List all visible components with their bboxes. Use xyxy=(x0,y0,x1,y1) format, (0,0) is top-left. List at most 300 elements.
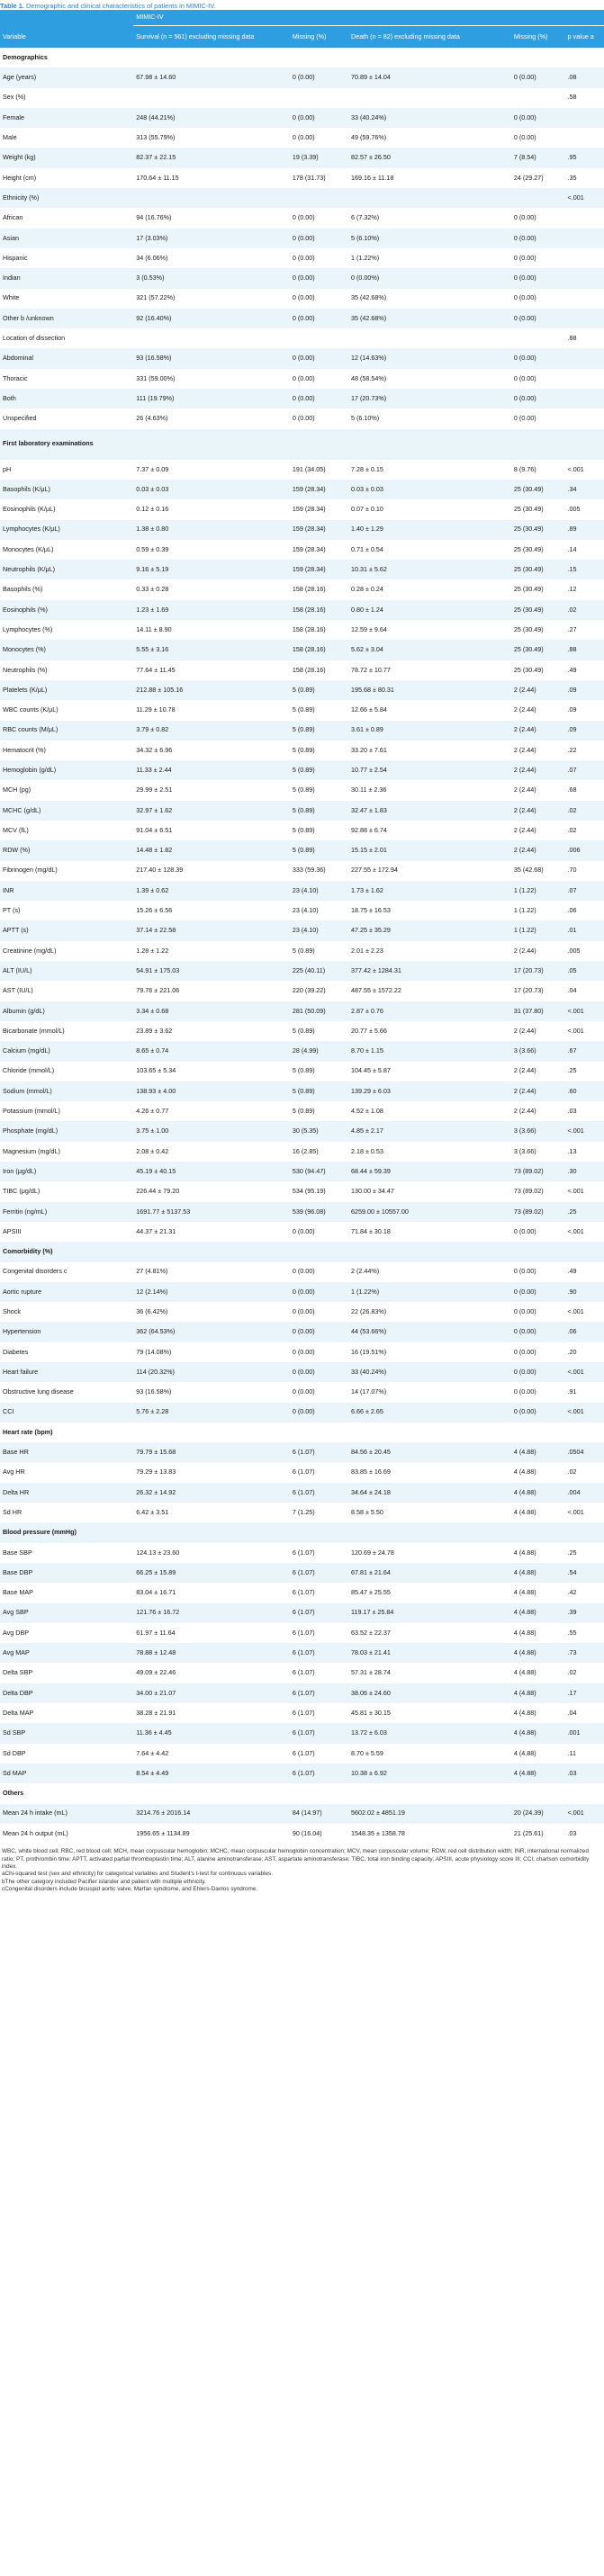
p-value xyxy=(565,229,604,248)
survival-value: 111 (19.79%) xyxy=(133,389,290,408)
survival-value: 32.97 ± 1.62 xyxy=(133,801,290,821)
header-col-pvalue: p value a xyxy=(565,26,604,49)
survival-value: 54.91 ± 175.03 xyxy=(133,961,290,981)
survival-value: 226.44 ± 79.20 xyxy=(133,1181,290,1201)
death-missing: 0 (0.00) xyxy=(511,1382,565,1402)
death-value: 35 (42.68%) xyxy=(348,309,511,328)
p-value: .06 xyxy=(565,1322,604,1342)
survival-value: 79 (14.08%) xyxy=(133,1342,290,1362)
death-value: 20.77 ± 5.66 xyxy=(348,1021,511,1041)
survival-value: 45.19 ± 40.15 xyxy=(133,1162,290,1181)
survival-missing: 6 (1.07) xyxy=(290,1703,348,1723)
header-col-death: Death (n = 82) excluding missing data xyxy=(348,26,511,49)
death-missing: 4 (4.88) xyxy=(511,1583,565,1602)
row-label: Delta SBP xyxy=(0,1663,133,1683)
row-label: Creatinine (mg/dL) xyxy=(0,941,133,961)
row-label: Avg DBP xyxy=(0,1623,133,1643)
row-label: Albumin (g/dL) xyxy=(0,1001,133,1021)
survival-missing: 6 (1.07) xyxy=(290,1744,348,1764)
row-label: Abdominal xyxy=(0,348,133,368)
survival-value: 49.09 ± 22.46 xyxy=(133,1663,290,1683)
survival-missing xyxy=(290,88,348,108)
survival-missing: 5 (0.89) xyxy=(290,821,348,840)
table-row xyxy=(0,1483,604,1503)
death-value: 0.80 ± 1.24 xyxy=(348,600,511,620)
survival-value: 34.00 ± 21.07 xyxy=(133,1683,290,1703)
row-label: Base DBP xyxy=(0,1563,133,1583)
death-value: 22 (26.83%) xyxy=(348,1302,511,1322)
table-row xyxy=(0,640,604,660)
p-value: .49 xyxy=(565,660,604,680)
survival-value: 170.64 ± 11.15 xyxy=(133,168,290,188)
death-missing: 0 (0.00) xyxy=(511,248,565,268)
row-label: Diabetes xyxy=(0,1342,133,1362)
death-missing: 0 (0.00) xyxy=(511,408,565,428)
table-row xyxy=(0,579,604,599)
row-label: Potassium (mmol/L) xyxy=(0,1101,133,1121)
survival-value: 362 (64.53%) xyxy=(133,1322,290,1342)
row-label: RBC counts (M/μL) xyxy=(0,721,133,740)
section-header-row xyxy=(0,1522,604,1542)
p-value: .07 xyxy=(565,760,604,780)
death-missing: 0 (0.00) xyxy=(511,1222,565,1242)
death-missing: 24 (29.27) xyxy=(511,168,565,188)
survival-value: 67.98 ± 14.60 xyxy=(133,67,290,87)
row-label: Sd HR xyxy=(0,1503,133,1522)
row-label: TIBC (μg/dL) xyxy=(0,1181,133,1201)
row-label: Aortic rupture xyxy=(0,1282,133,1302)
survival-value: 91.04 ± 6.51 xyxy=(133,821,290,840)
survival-missing: 0 (0.00) xyxy=(290,268,348,288)
survival-value xyxy=(133,1783,290,1803)
death-value: 195.68 ± 80.31 xyxy=(348,680,511,700)
survival-value: 94 (16.76%) xyxy=(133,208,290,228)
death-missing: 4 (4.88) xyxy=(511,1483,565,1503)
table-row xyxy=(0,148,604,167)
table-row xyxy=(0,309,604,328)
death-missing: 3 (3.66) xyxy=(511,1121,565,1141)
death-missing: 0 (0.00) xyxy=(511,268,565,288)
death-missing: 0 (0.00) xyxy=(511,108,565,128)
death-value: 0.03 ± 0.03 xyxy=(348,480,511,499)
death-missing: 0 (0.00) xyxy=(511,229,565,248)
death-missing: 3 (3.66) xyxy=(511,1041,565,1061)
survival-value: 3.34 ± 0.68 xyxy=(133,1001,290,1021)
table-row xyxy=(0,801,604,821)
p-value xyxy=(565,1423,604,1442)
survival-missing: 7 (1.25) xyxy=(290,1503,348,1522)
row-label: Thoracic xyxy=(0,369,133,389)
table-row xyxy=(0,460,604,480)
survival-value: 3.79 ± 0.82 xyxy=(133,721,290,740)
death-value: 1.40 ± 1.29 xyxy=(348,520,511,540)
survival-value: 103.65 ± 5.34 xyxy=(133,1062,290,1082)
survival-value: 17 (3.03%) xyxy=(133,229,290,248)
row-label: African xyxy=(0,208,133,228)
survival-value: 27 (4.81%) xyxy=(133,1262,290,1282)
p-value: .12 xyxy=(565,579,604,599)
survival-value: 5.55 ± 3.16 xyxy=(133,640,290,660)
p-value: <.001 xyxy=(565,1021,604,1041)
death-value: 6 (7.32%) xyxy=(348,208,511,228)
survival-value: 8.65 ± 0.74 xyxy=(133,1041,290,1061)
table-row xyxy=(0,1262,604,1282)
death-value: 5 (6.10%) xyxy=(348,229,511,248)
table-row xyxy=(0,1764,604,1783)
survival-missing: 5 (0.89) xyxy=(290,1082,348,1101)
survival-missing: 0 (0.00) xyxy=(290,128,348,148)
p-value: .91 xyxy=(565,1382,604,1402)
p-value: .01 xyxy=(565,920,604,940)
section-header-row xyxy=(0,48,604,67)
survival-value xyxy=(133,1242,290,1261)
death-value: 2.87 ± 0.76 xyxy=(348,1001,511,1021)
survival-value: 23.89 ± 3.62 xyxy=(133,1021,290,1041)
death-value: 12.66 ± 5.84 xyxy=(348,700,511,720)
table-row xyxy=(0,67,604,87)
row-label: Chloride (mmol/L) xyxy=(0,1062,133,1082)
death-missing: 2 (2.44) xyxy=(511,740,565,760)
survival-value: 248 (44.21%) xyxy=(133,108,290,128)
death-value: 34.64 ± 24.18 xyxy=(348,1483,511,1503)
table-row xyxy=(0,1142,604,1162)
table-row xyxy=(0,128,604,148)
table-row xyxy=(0,1623,604,1643)
table-row xyxy=(0,780,604,800)
p-value: .04 xyxy=(565,1703,604,1723)
p-value: .04 xyxy=(565,981,604,1001)
death-value: 82.57 ± 26.50 xyxy=(348,148,511,167)
row-label: Platelets (K/μL) xyxy=(0,680,133,700)
p-value: .17 xyxy=(565,1683,604,1703)
death-value: 169.16 ± 11.18 xyxy=(348,168,511,188)
row-label: Indian xyxy=(0,268,133,288)
death-value: 45.81 ± 30.15 xyxy=(348,1703,511,1723)
survival-missing xyxy=(290,429,348,460)
table-row xyxy=(0,1362,604,1382)
footnote-b: bThe other category included Pacifier islander and patient with multiple ethnicity. xyxy=(2,1878,206,1885)
death-value: 227.55 ± 172.94 xyxy=(348,861,511,881)
death-missing: 17 (20.73) xyxy=(511,961,565,981)
row-label: Base SBP xyxy=(0,1543,133,1563)
p-value: .09 xyxy=(565,680,604,700)
p-value xyxy=(565,248,604,268)
p-value: .27 xyxy=(565,620,604,640)
death-value: 33 (40.24%) xyxy=(348,108,511,128)
survival-value: 38.28 ± 21.91 xyxy=(133,1703,290,1723)
row-label: Delta DBP xyxy=(0,1683,133,1703)
death-missing: 0 (0.00) xyxy=(511,1342,565,1362)
death-missing: 0 (0.00) xyxy=(511,1362,565,1382)
p-value: .03 xyxy=(565,1764,604,1783)
header-col-missing-survival: Missing (%) xyxy=(290,26,348,49)
table-row xyxy=(0,1663,604,1683)
death-value xyxy=(348,1242,511,1261)
survival-missing: 159 (28.34) xyxy=(290,520,348,540)
table-row xyxy=(0,1603,604,1623)
table-row xyxy=(0,1202,604,1222)
table-row xyxy=(0,600,604,620)
row-label: Female xyxy=(0,108,133,128)
row-label: Delta HR xyxy=(0,1483,133,1503)
death-value: 13.72 ± 6.03 xyxy=(348,1723,511,1743)
table-row xyxy=(0,1563,604,1583)
survival-missing: 6 (1.07) xyxy=(290,1462,348,1482)
death-value: 1 (1.22%) xyxy=(348,1282,511,1302)
survival-missing: 5 (0.89) xyxy=(290,740,348,760)
p-value: .67 xyxy=(565,1041,604,1061)
survival-value: 3214.76 ± 2016.14 xyxy=(133,1804,290,1824)
survival-missing: 0 (0.00) xyxy=(290,369,348,389)
survival-missing: 5 (0.89) xyxy=(290,721,348,740)
p-value: .25 xyxy=(565,1543,604,1563)
survival-missing: 5 (0.89) xyxy=(290,700,348,720)
death-missing: 25 (30.49) xyxy=(511,600,565,620)
survival-missing: 23 (4.10) xyxy=(290,901,348,920)
death-value xyxy=(348,1522,511,1542)
table-row xyxy=(0,1062,604,1082)
survival-missing: 178 (31.73) xyxy=(290,168,348,188)
row-label: AST (IU/L) xyxy=(0,981,133,1001)
header-col-missing-death: Missing (%) xyxy=(511,26,565,49)
caption-label: Table 1. xyxy=(0,2,24,10)
death-missing: 4 (4.88) xyxy=(511,1543,565,1563)
survival-missing: 333 (59.36) xyxy=(290,861,348,881)
survival-value: 79.76 ± 221.06 xyxy=(133,981,290,1001)
table-row xyxy=(0,1342,604,1362)
table-row xyxy=(0,268,604,288)
death-value: 8.58 ± 5.50 xyxy=(348,1503,511,1522)
row-label: Weight (kg) xyxy=(0,148,133,167)
row-label: First laboratory examinations xyxy=(0,429,133,460)
survival-missing: 534 (95.19) xyxy=(290,1181,348,1201)
p-value xyxy=(565,408,604,428)
row-label: Ferritin (ng/mL) xyxy=(0,1202,133,1222)
survival-value: 14.11 ± 8.90 xyxy=(133,620,290,640)
row-label: Monocytes (%) xyxy=(0,640,133,660)
death-missing: 25 (30.49) xyxy=(511,660,565,680)
row-label: Age (years) xyxy=(0,67,133,87)
section-header-row xyxy=(0,1423,604,1442)
death-missing: 25 (30.49) xyxy=(511,579,565,599)
survival-value: 0.33 ± 0.28 xyxy=(133,579,290,599)
death-missing: 25 (30.49) xyxy=(511,499,565,519)
row-label: Shock xyxy=(0,1302,133,1322)
survival-value: 93 (16.58%) xyxy=(133,348,290,368)
survival-value: 34 (6.06%) xyxy=(133,248,290,268)
table-row xyxy=(0,248,604,268)
row-label: White xyxy=(0,289,133,309)
death-missing: 0 (0.00) xyxy=(511,389,565,408)
p-value: .90 xyxy=(565,1282,604,1302)
table-row xyxy=(0,1222,604,1242)
table-row xyxy=(0,1101,604,1121)
footnote-c: cCongenital disorders include bicuspid aortic valve, Marfan syndrome, and Ehlers-Danlos syndrome. xyxy=(2,1886,258,1893)
row-label: Hemoglobin (g/dL) xyxy=(0,760,133,780)
table-row xyxy=(0,721,604,740)
survival-missing: 5 (0.89) xyxy=(290,1021,348,1041)
table-row xyxy=(0,1302,604,1322)
death-value: 1548.35 ± 1358.78 xyxy=(348,1824,511,1844)
death-value: 0 (0.00%) xyxy=(348,268,511,288)
death-missing: 25 (30.49) xyxy=(511,640,565,660)
survival-missing xyxy=(290,1522,348,1542)
p-value: .13 xyxy=(565,1142,604,1162)
table-row xyxy=(0,1503,604,1522)
survival-value: 331 (59.00%) xyxy=(133,369,290,389)
death-value: 2.01 ± 2.23 xyxy=(348,941,511,961)
survival-missing: 281 (50.09) xyxy=(290,1001,348,1021)
survival-missing: 84 (14.97) xyxy=(290,1804,348,1824)
p-value: .88 xyxy=(565,328,604,348)
survival-missing xyxy=(290,1783,348,1803)
survival-value xyxy=(133,328,290,348)
death-value: 0.28 ± 0.24 xyxy=(348,579,511,599)
row-label: Hematocrit (%) xyxy=(0,740,133,760)
survival-value: 0.59 ± 0.39 xyxy=(133,540,290,560)
survival-value: 44.37 ± 21.31 xyxy=(133,1222,290,1242)
table-row xyxy=(0,1744,604,1764)
survival-value: 11.33 ± 2.44 xyxy=(133,760,290,780)
survival-value: 114 (20.32%) xyxy=(133,1362,290,1382)
death-missing: 2 (2.44) xyxy=(511,760,565,780)
death-missing xyxy=(511,1242,565,1261)
death-value: 10.31 ± 5.62 xyxy=(348,560,511,579)
table-row xyxy=(0,1442,604,1462)
death-value xyxy=(348,1423,511,1442)
p-value: .49 xyxy=(565,1262,604,1282)
death-value: 6259.00 ± 10557.00 xyxy=(348,1202,511,1222)
survival-missing: 6 (1.07) xyxy=(290,1543,348,1563)
p-value: .20 xyxy=(565,1342,604,1362)
death-value: 48 (58.54%) xyxy=(348,369,511,389)
p-value: .95 xyxy=(565,148,604,167)
death-missing xyxy=(511,328,565,348)
table-row xyxy=(0,840,604,860)
table-row xyxy=(0,660,604,680)
survival-missing: 158 (28.16) xyxy=(290,579,348,599)
p-value: .005 xyxy=(565,941,604,961)
death-missing: 73 (89.02) xyxy=(511,1202,565,1222)
p-value xyxy=(565,309,604,328)
survival-missing: 0 (0.00) xyxy=(290,1262,348,1282)
table-row xyxy=(0,1583,604,1602)
death-missing: 2 (2.44) xyxy=(511,840,565,860)
survival-missing: 0 (0.00) xyxy=(290,1222,348,1242)
p-value xyxy=(565,348,604,368)
death-value: 1 (1.22%) xyxy=(348,248,511,268)
death-value: 30.11 ± 2.36 xyxy=(348,780,511,800)
p-value xyxy=(565,389,604,408)
survival-missing: 19 (3.39) xyxy=(290,148,348,167)
row-label: WBC counts (K/μL) xyxy=(0,700,133,720)
survival-missing: 0 (0.00) xyxy=(290,1342,348,1362)
row-label: Sex (%) xyxy=(0,88,133,108)
death-missing: 0 (0.00) xyxy=(511,1322,565,1342)
survival-missing: 0 (0.00) xyxy=(290,289,348,309)
p-value: .004 xyxy=(565,1483,604,1503)
death-value: 14 (17.07%) xyxy=(348,1382,511,1402)
survival-value: 212.88 ± 105.16 xyxy=(133,680,290,700)
survival-value: 1.39 ± 0.62 xyxy=(133,881,290,901)
characteristics-table xyxy=(0,10,604,1844)
p-value: .09 xyxy=(565,721,604,740)
row-label: Hypertension xyxy=(0,1322,133,1342)
death-value: 2 (2.44%) xyxy=(348,1262,511,1282)
table-row xyxy=(0,941,604,961)
survival-missing: 6 (1.07) xyxy=(290,1723,348,1743)
p-value: .60 xyxy=(565,1082,604,1101)
survival-missing: 159 (28.34) xyxy=(290,480,348,499)
survival-missing: 23 (4.10) xyxy=(290,920,348,940)
death-value: 63.52 ± 22.37 xyxy=(348,1623,511,1643)
death-missing: 1 (1.22) xyxy=(511,901,565,920)
survival-missing: 5 (0.89) xyxy=(290,801,348,821)
p-value: <.001 xyxy=(565,1121,604,1141)
death-value: 44 (53.66%) xyxy=(348,1322,511,1342)
death-missing: 35 (42.68) xyxy=(511,861,565,881)
death-value: 104.45 ± 5.87 xyxy=(348,1062,511,1082)
survival-value: 0.12 ± 0.16 xyxy=(133,499,290,519)
table-row xyxy=(0,1021,604,1041)
row-label: Mean 24 h intake (mL) xyxy=(0,1804,133,1824)
p-value: .14 xyxy=(565,540,604,560)
p-value: <.001 xyxy=(565,1222,604,1242)
death-missing: 4 (4.88) xyxy=(511,1764,565,1783)
death-value xyxy=(348,88,511,108)
p-value: .02 xyxy=(565,1462,604,1482)
survival-missing: 220 (39.22) xyxy=(290,981,348,1001)
survival-value: 15.26 ± 6.56 xyxy=(133,901,290,920)
table-row xyxy=(0,740,604,760)
death-value: 12 (14.63%) xyxy=(348,348,511,368)
row-label: Obstructive lung disease xyxy=(0,1382,133,1402)
death-missing: 2 (2.44) xyxy=(511,680,565,700)
survival-value: 26 (4.63%) xyxy=(133,408,290,428)
survival-value xyxy=(133,1423,290,1442)
p-value: .001 xyxy=(565,1723,604,1743)
death-value: 7.28 ± 0.15 xyxy=(348,460,511,480)
p-value: <.001 xyxy=(565,1302,604,1322)
p-value: .58 xyxy=(565,88,604,108)
death-value: 68.44 ± 59.39 xyxy=(348,1162,511,1181)
survival-missing: 158 (28.16) xyxy=(290,660,348,680)
survival-value: 14.48 ± 1.82 xyxy=(133,840,290,860)
section-header-row xyxy=(0,429,604,460)
table-row xyxy=(0,920,604,940)
death-value: 5 (6.10%) xyxy=(348,408,511,428)
survival-missing: 23 (4.10) xyxy=(290,881,348,901)
death-missing xyxy=(511,88,565,108)
death-missing: 0 (0.00) xyxy=(511,1403,565,1423)
row-label: MCH (pg) xyxy=(0,780,133,800)
table-row xyxy=(0,620,604,640)
survival-value: 3 (0.53%) xyxy=(133,268,290,288)
survival-missing xyxy=(290,328,348,348)
survival-missing: 5 (0.89) xyxy=(290,760,348,780)
survival-missing: 6 (1.07) xyxy=(290,1442,348,1462)
table-row xyxy=(0,289,604,309)
row-label: PT (s) xyxy=(0,901,133,920)
death-missing: 2 (2.44) xyxy=(511,941,565,961)
survival-value: 5.76 ± 2.28 xyxy=(133,1403,290,1423)
row-label: Calcium (mg/dL) xyxy=(0,1041,133,1061)
p-value: .54 xyxy=(565,1563,604,1583)
table-row xyxy=(0,229,604,248)
survival-missing: 159 (28.34) xyxy=(290,560,348,579)
row-label: Avg HR xyxy=(0,1462,133,1482)
survival-value xyxy=(133,88,290,108)
